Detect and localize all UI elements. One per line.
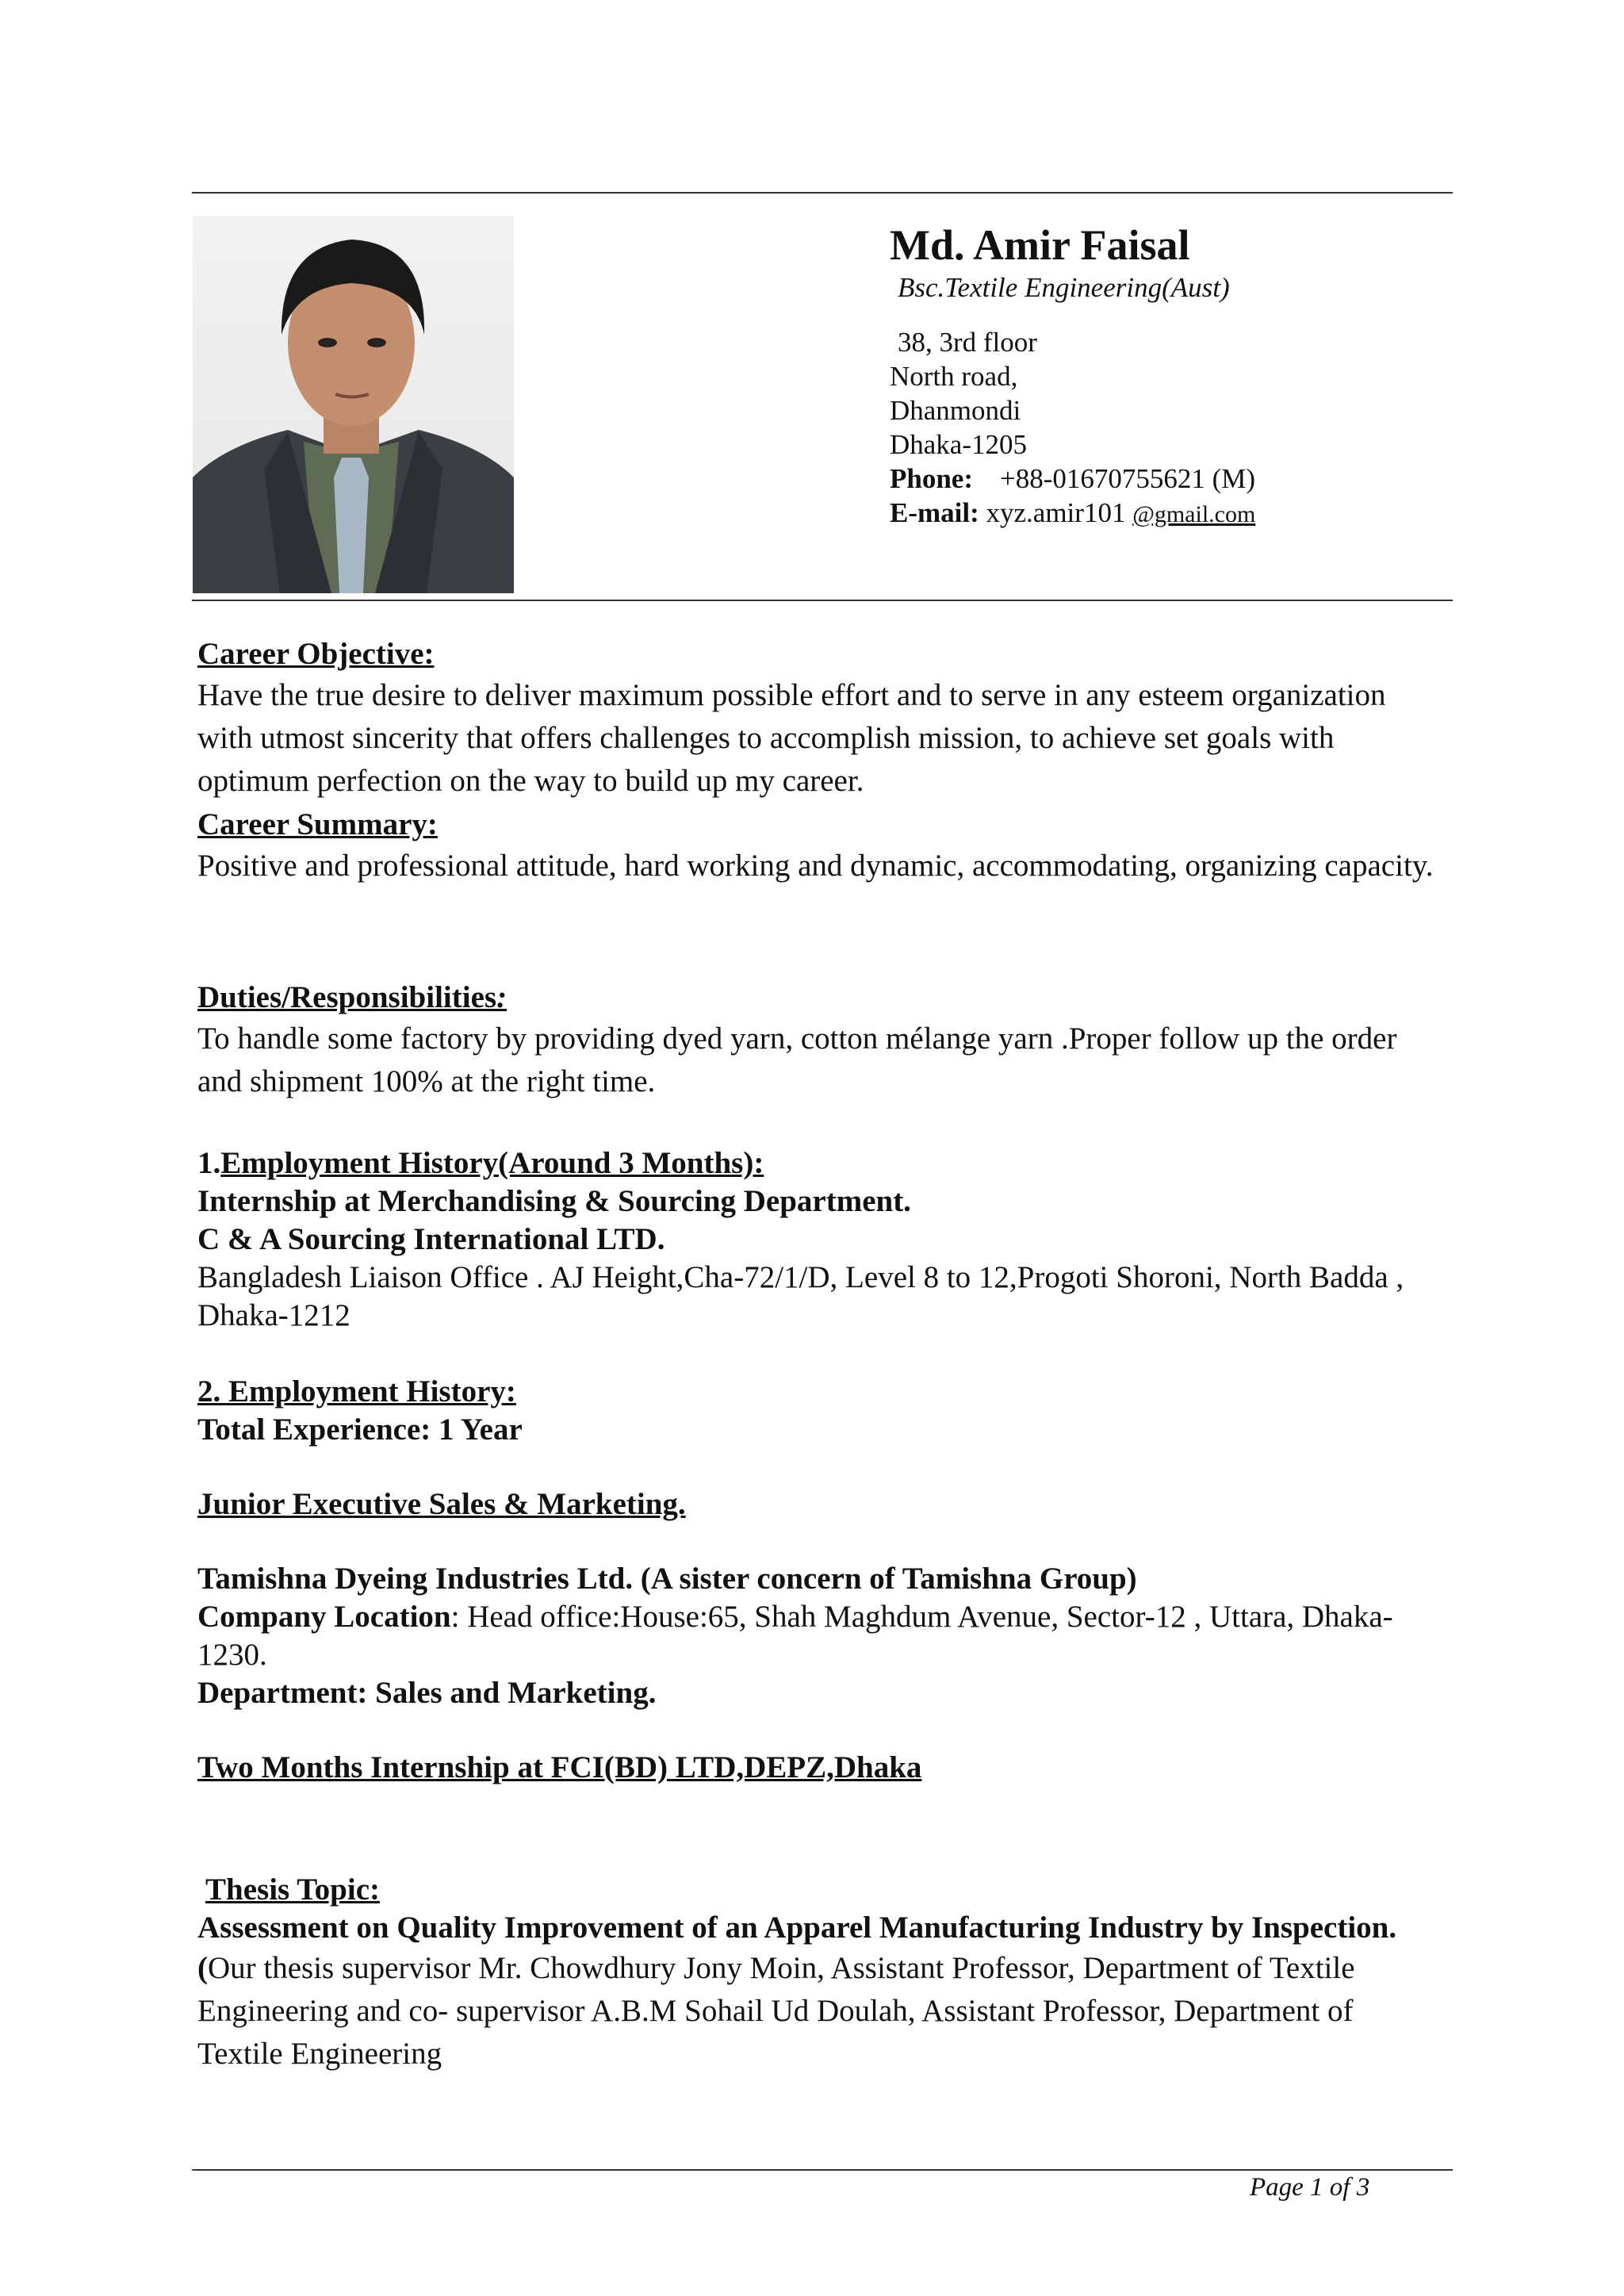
- employment-2-section: [197, 1373, 1442, 1787]
- address-line: 38, 3rd floor: [898, 327, 1037, 358]
- address-line: Dhaka-1205: [890, 429, 1028, 460]
- employment-2-department: Department: Sales and Marketing.: [197, 1676, 657, 1710]
- profile-photo: [193, 216, 514, 593]
- employment-2-company: Tamishna Dyeing Industries Ltd. (A sister concern of Tamishna Group): [197, 1562, 1137, 1596]
- employment-1-role: Internship at Merchandising & Sourcing Department.: [197, 1184, 911, 1218]
- contact-header: [890, 219, 1445, 531]
- employment-1-heading: Employment History(Around 3 Months):: [220, 1146, 764, 1180]
- duties-text: To handle some factory by providing dyed yarn, cotton mélange yarn .Proper follow up the order and shipment 100% at the right time.: [197, 1022, 1397, 1098]
- location-label: Company Location: [197, 1600, 451, 1634]
- career-summary-heading: Career Summary:: [197, 807, 438, 841]
- duties-heading-colon: :: [496, 980, 508, 1014]
- phone-label: Phone:: [890, 463, 973, 494]
- thesis-text-line: [197, 1947, 1442, 2076]
- employment-1-section: [197, 1144, 1442, 1335]
- career-summary-text: Positive and professional attitude, hard working and dynamic, accommodating, organizing capacity.: [197, 849, 1434, 883]
- duties-section: [197, 978, 1442, 1103]
- career-objective-text: Have the true desire to deliver maximum possible effort and to serve in any esteem organization with utmost sincerity that offers challenges to accomplish mission, to achieve set goals with optimum perfection on the way to build up my career.: [197, 678, 1386, 798]
- phone-value: +88-01670755621 (M): [1000, 463, 1256, 494]
- email-line: [890, 496, 1445, 531]
- employment-1-address: Bangladesh Liaison Office . AJ Height,Cha-72/1/D, Level 8 to 12,Progoti Shoroni, North Badda , Dhaka-1212: [197, 1260, 1404, 1332]
- employment-1-heading-line: [197, 1144, 1442, 1182]
- career-summary-section: [197, 805, 1442, 887]
- candidate-degree: Bsc.Textile Engineering(Aust): [898, 272, 1230, 303]
- employment-1-company: C & A Sourcing International LTD.: [197, 1222, 665, 1256]
- employment-2-location: [197, 1598, 1442, 1674]
- career-objective-section: [197, 634, 1442, 803]
- employment-2-experience: Total Experience: 1 Year: [197, 1412, 523, 1447]
- career-objective-heading: Career Objective:: [197, 637, 435, 671]
- duties-heading-text: Duties/Responsibilities: [197, 980, 497, 1014]
- phone-line: [890, 462, 1445, 496]
- email-domain-link[interactable]: @gmail.com: [1132, 501, 1256, 527]
- header-divider: [192, 600, 1453, 601]
- candidate-name: Md. Amir Faisal: [890, 221, 1190, 269]
- employment-1-prefix: 1.: [197, 1146, 221, 1180]
- employment-2-position: Junior Executive Sales & Marketing.: [197, 1487, 686, 1521]
- thesis-section: [197, 1871, 1442, 2076]
- location-text: : Head office:House:65, Shah Maghdum Avenue, Sector-12 , Uttara, Dhaka-1230.: [197, 1600, 1393, 1672]
- thesis-heading: Thesis Topic:: [205, 1872, 381, 1907]
- email-user: xyz.amir101: [986, 497, 1126, 528]
- email-label: E-mail:: [890, 497, 979, 528]
- top-divider: [192, 192, 1453, 194]
- thesis-title: Assessment on Quality Improvement of an Apparel Manufacturing Industry by Inspection.: [197, 1911, 1397, 1945]
- internship-line: Two Months Internship at FCI(BD) LTD,DEPZ,Dhaka: [197, 1750, 922, 1784]
- thesis-open-paren: (: [197, 1951, 208, 1985]
- thesis-text: Our thesis supervisor Mr. Chowdhury Jony Moin, Assistant Professor, Department of Textile Engineering and co- supervisor A.B.M Sohail Ud Doulah, Assistant Professor, Department of Textile Engineering: [197, 1951, 1355, 2071]
- address-line: Dhanmondi: [890, 395, 1021, 426]
- address-line: North road,: [890, 361, 1018, 392]
- duties-heading: [197, 978, 1442, 1018]
- employment-2-heading: 2. Employment History:: [197, 1374, 516, 1409]
- page-number: Page 1 of 3: [1250, 2173, 1370, 2202]
